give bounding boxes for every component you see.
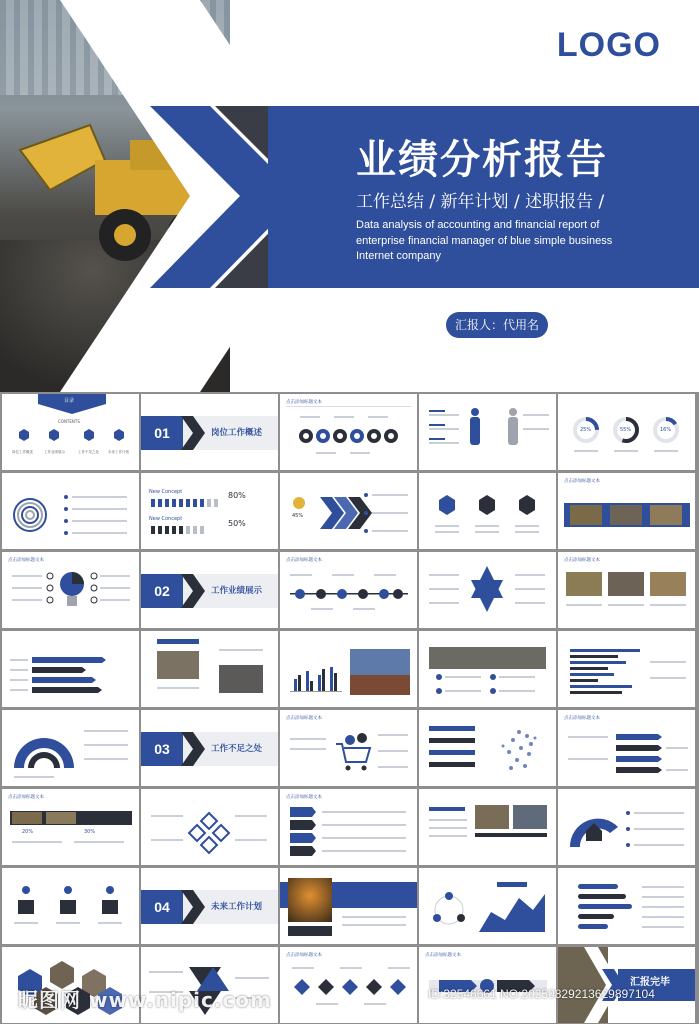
- slide-header: 点击添加标题文本: [564, 716, 600, 721]
- caption-line: [608, 604, 644, 606]
- slide-header: 点击添加标题文本: [286, 716, 322, 721]
- two-photos-text-slide[interactable]: [419, 789, 556, 865]
- section-number: 03: [141, 732, 183, 766]
- arrow-list-slide[interactable]: [558, 710, 695, 786]
- percent-label: 50%: [228, 519, 246, 528]
- photo-thumb: [513, 805, 547, 829]
- dark-tag: [475, 833, 547, 837]
- percent-label: 20%: [22, 829, 34, 835]
- text-line: [342, 924, 406, 926]
- slide-header: 点击添加标题文本: [564, 558, 600, 563]
- concentric-rings-slide[interactable]: [2, 473, 139, 549]
- diamond-steps: [280, 947, 417, 1023]
- percent-label: 16%: [660, 427, 672, 433]
- toc-item-4: 未来工作计划: [108, 450, 129, 454]
- toc-sub: CONTENTS: [58, 419, 80, 424]
- diamond-grid-slide[interactable]: [141, 789, 278, 865]
- cart-slide[interactable]: [280, 710, 417, 786]
- arc-chart: [2, 710, 139, 786]
- timeline-nodes: [280, 552, 417, 628]
- text-line: [429, 827, 467, 829]
- store-icons: [2, 868, 139, 944]
- cycle-area-slide[interactable]: [419, 868, 556, 944]
- photo-thumb: [288, 878, 332, 922]
- chevron-icon: [181, 732, 209, 766]
- reporter-badge: 汇报人：代用名: [446, 312, 548, 338]
- slide-header: 点击添加标题文本: [286, 953, 322, 958]
- people-stats-slide[interactable]: [141, 473, 278, 549]
- percent-label: 25%: [580, 427, 592, 433]
- text-line: [429, 819, 467, 821]
- toc-item-3: 工作不足之处: [78, 450, 99, 454]
- percent-label: 55%: [620, 427, 632, 433]
- photo-thumb: [650, 505, 682, 525]
- logo: LOGO: [556, 26, 661, 64]
- section-title: 工作不足之处: [211, 744, 263, 754]
- photo-thumb: [12, 812, 42, 824]
- photo-thumb: [570, 505, 602, 525]
- slide-header: 点击添加标题文本: [286, 400, 322, 405]
- text-line: [12, 841, 62, 843]
- hexagon-icons: [419, 473, 556, 549]
- slide-header: 点击添加标题文本: [8, 558, 44, 563]
- toc-header: 目录: [64, 398, 75, 404]
- people-comparison-slide[interactable]: [419, 394, 556, 470]
- caption-line: [650, 604, 686, 606]
- slide-thumbnail-grid: [0, 392, 699, 1024]
- slide-header: 点击添加标题文本: [564, 479, 600, 484]
- text-line: [157, 687, 199, 689]
- section-number: 01: [141, 416, 183, 450]
- section-title: 岗位工作概述: [211, 428, 263, 438]
- section-slide-03[interactable]: [141, 710, 278, 786]
- number-markers: [419, 631, 556, 707]
- bar-chart-photo-slide[interactable]: [280, 631, 417, 707]
- process-arrows: [419, 947, 556, 1023]
- gear-icons: [280, 394, 417, 470]
- text-line: [74, 841, 124, 843]
- chevron-icon: [181, 890, 209, 924]
- icon-list: [280, 789, 417, 865]
- slide-header: 点击添加标题文本: [8, 795, 44, 800]
- ring-chart: [2, 473, 139, 549]
- dark-tag: [288, 926, 332, 936]
- star-diagram-slide[interactable]: [419, 552, 556, 628]
- photo-banner-slide[interactable]: [419, 631, 556, 707]
- gear-process-slide[interactable]: [280, 394, 417, 470]
- head-network-icon: [419, 710, 556, 786]
- three-photos-slide[interactable]: [558, 552, 695, 628]
- report-title: 业绩分析报告: [356, 137, 608, 183]
- step-bars: [558, 868, 695, 944]
- chevron-icon: [181, 416, 209, 450]
- lightbulb-slide[interactable]: [2, 552, 139, 628]
- section-title: 工作业绩展示: [211, 586, 263, 596]
- photo-thumb: [566, 572, 602, 596]
- photo-thumb: [219, 665, 263, 693]
- fire-photo-slide[interactable]: [280, 868, 417, 944]
- photo-row-slide[interactable]: [2, 789, 139, 865]
- section-number: 04: [141, 890, 183, 924]
- percent-label: 30%: [84, 829, 96, 835]
- section-slide-04[interactable]: [141, 868, 278, 944]
- shop-icons-slide[interactable]: [2, 868, 139, 944]
- concept-label: New Concept: [149, 489, 183, 495]
- house-arc-icon: [558, 789, 695, 865]
- text-line: [219, 649, 263, 651]
- process-arrows-slide[interactable]: [419, 947, 556, 1023]
- arrow-bars: [2, 631, 139, 707]
- text-line: [342, 916, 406, 918]
- label-tag: [429, 807, 465, 811]
- slide-header: 点击添加标题文本: [286, 795, 322, 800]
- chevron-icon: [181, 574, 209, 608]
- bar-chart: [280, 631, 417, 707]
- photo-thumb: [650, 572, 686, 596]
- label-tag: [157, 639, 199, 644]
- caption-line: [566, 604, 602, 606]
- hexagon-icons-slide[interactable]: [419, 473, 556, 549]
- english-description: Data analysis of accounting and financial report of enterprise financial manager of blue simple business Internet company: [356, 219, 613, 262]
- semi-arc-slide[interactable]: [2, 710, 139, 786]
- toc-item-2: 工作业绩展示: [44, 450, 65, 454]
- section-slide-01[interactable]: [141, 394, 278, 470]
- photo-thumb: [610, 505, 642, 525]
- photo-thumb: [608, 572, 644, 596]
- slide-header: 点击添加标题文本: [286, 558, 322, 563]
- toc-shapes: [2, 394, 139, 470]
- section-slide-02[interactable]: [141, 552, 278, 628]
- photo-thumb: [157, 651, 199, 679]
- section-number: 02: [141, 574, 183, 608]
- arrow-stack-slide[interactable]: [280, 473, 417, 549]
- photo-thumb: [475, 805, 509, 829]
- closing-chevrons: [558, 947, 695, 1023]
- watermark-site: 昵图网 www.nipic.com: [18, 988, 272, 1012]
- toc-slide[interactable]: [2, 394, 139, 470]
- two-photo-slide[interactable]: [141, 631, 278, 707]
- slide-header: 点击添加标题文本: [425, 953, 461, 958]
- arrow-stack: [280, 473, 417, 549]
- shopping-cart-icon: [280, 710, 417, 786]
- timeline-slide[interactable]: [280, 552, 417, 628]
- percent-label: 45%: [292, 513, 304, 519]
- horizontal-bar-slide[interactable]: [558, 631, 695, 707]
- diamond-steps-slide[interactable]: [280, 947, 417, 1023]
- photo-strip-slide[interactable]: [558, 473, 695, 549]
- star-diagram: [419, 552, 556, 628]
- person-icon-row: [141, 473, 278, 549]
- cycle-area-chart: [419, 868, 556, 944]
- text-line: [429, 835, 467, 837]
- lightbulb-icon: [2, 552, 139, 628]
- report-subtitle: 工作总结 / 新年计划 / 述职报告 /: [356, 192, 605, 212]
- watermark-id: ID:32546661 NO:20250829213629897104: [428, 987, 655, 1001]
- photo-thumb: [46, 812, 76, 824]
- arrow-list: [558, 710, 695, 786]
- icon-list-slide[interactable]: [280, 789, 417, 865]
- horizontal-bars: [558, 631, 695, 707]
- percent-label: 80%: [228, 491, 246, 500]
- donut-percent-slide[interactable]: [558, 394, 695, 470]
- closing-title: 汇报完毕: [630, 977, 670, 988]
- arrow-bars-slide[interactable]: [2, 631, 139, 707]
- house-arc-slide[interactable]: [558, 789, 695, 865]
- cover-slide: [0, 0, 699, 392]
- closing-slide[interactable]: [558, 947, 695, 1023]
- person-icons: [419, 394, 556, 470]
- toc-item-1: 岗位工作概述: [12, 450, 33, 454]
- step-bars-slide[interactable]: [558, 868, 695, 944]
- concept-label: New Concept: [149, 516, 183, 522]
- brain-head-slide[interactable]: [419, 710, 556, 786]
- diamond-grid: [141, 789, 278, 865]
- section-title: 未来工作计划: [211, 902, 263, 912]
